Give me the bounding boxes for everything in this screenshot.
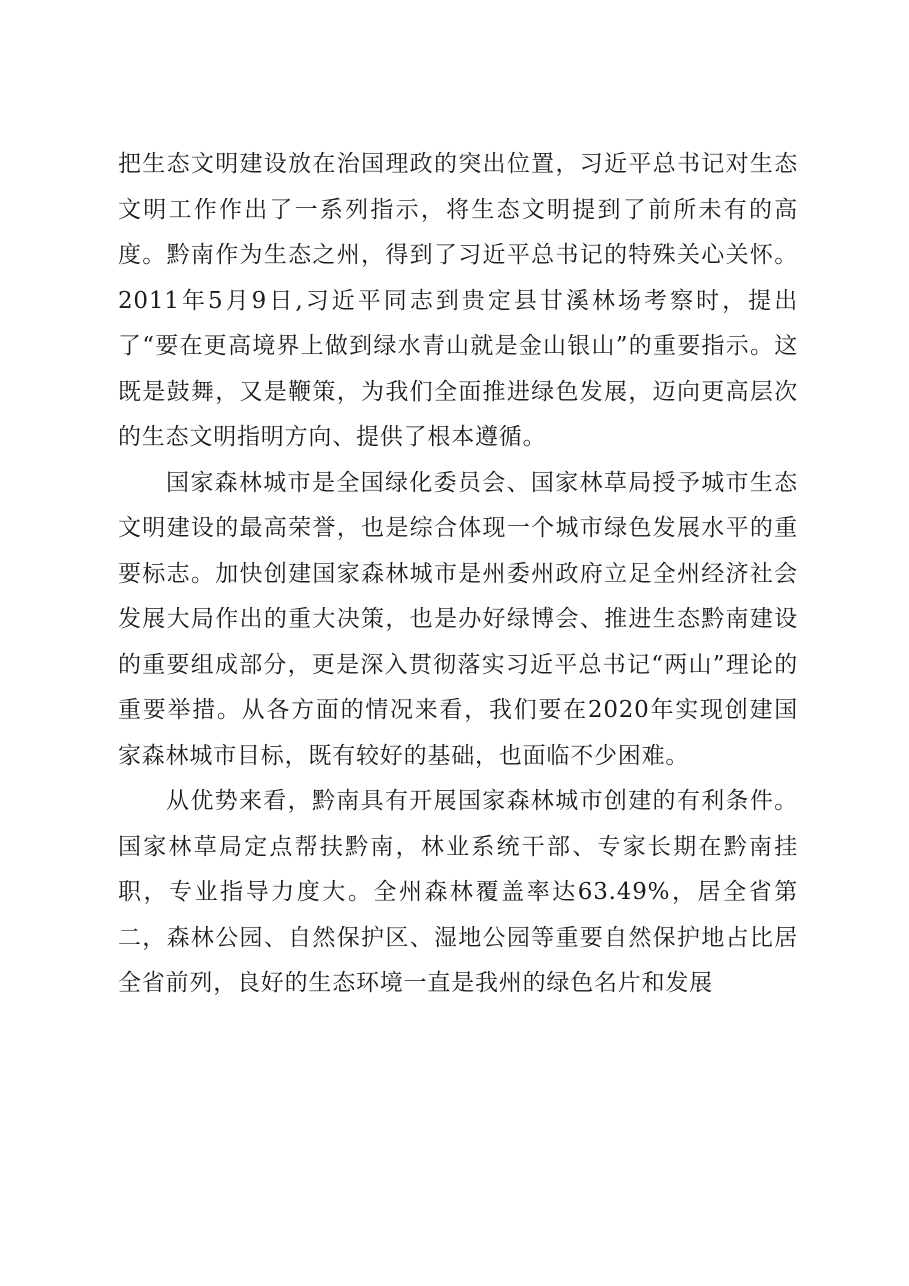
document-body	[118, 142, 798, 1007]
paragraph-ecological-civilization: 把生态文明建设放在治国理政的突出位置，习近平总书记对生态文明工作作出了一系列指示，将生态文明提到了前所未有的高度。黔南作为生态之州，得到了习近平总书记的特殊关心关怀。2011年5月9日,习近平同志到贵定县甘溪林场考察时，提出了“要在更高境界上做到绿水青山就是金山银山”的重要指示。这既是鼓舞，又是鞭策，为我们全面推进绿色发展，迈向更高层次的生态文明指明方向、提供了根本遵循。	[118, 151, 798, 450]
paragraph-advantages: 从优势来看，黔南具有开展国家森林城市创建的有利条件。国家林草局定点帮扶黔南，林业系统干部、专家长期在黔南挂职，专业指导力度大。全州森林覆盖率达63.49%，居全省第二，森林公园、自然保护区、湿地公园等重要自然保护地占比居全省前列，良好的生态环境一直是我州的绿色名片和发展	[118, 788, 798, 996]
paragraph-national-forest-city: 国家森林城市是全国绿化委员会、国家林草局授予城市生态文明建设的最高荣誉，也是综合体现一个城市绿色发展水平的重要标志。加快创建国家森林城市是州委州政府立足全州经济社会发展大局作出的重大决策，也是办好绿博会、推进生态黔南建设的重要组成部分，更是深入贯彻落实习近平总书记“两山”理论的重要举措。从各方面的情况来看，我们要在2020年实现创建国家森林城市目标，既有较好的基础，也面临不少困难。	[118, 469, 798, 769]
